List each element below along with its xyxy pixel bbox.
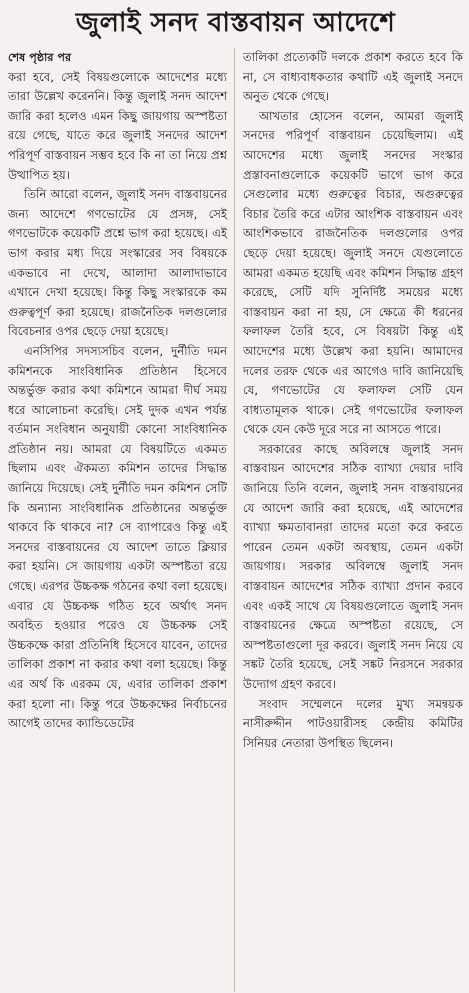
- right-column: [234, 48, 463, 992]
- headline: জুলাই সনদ বাস্তবায়ন আদেশে: [75, 8, 396, 38]
- paragraph: তালিকা প্রত্যেকটি দলকে প্রকাশ করতে হবে কি না, সে বাধ্যবাধকতার কথাটি এই জুলাই সনদে অনুত থেকে গেছে।: [243, 50, 463, 104]
- paragraph: সংবাদ সম্মেলনে দলের মুখ্য সমন্বয়ক নাসীরুদ্দীন পাটওয়ারীসহ কেন্দ্রীয় কমিটির সিনিয়র নেতারা উপস্থিত ছিলেন।: [243, 696, 463, 750]
- left-column: [8, 48, 234, 992]
- article-columns: [8, 48, 463, 992]
- paragraph: আখতার হোসেন বলেন, আমরা জুলাই সনদের পরিপূর্ণ বাস্তবায়ন চেয়েছিলাম। এই আদেশের মধ্যে জুলাই সনদের সংস্কার প্রস্তাবনাগুলোকে কয়েকটি ভাগে ভাগ করে সেগুলোর মধ্যে গুরুত্বের বিচার, অগুরুত্বের বিচার তৈরি করে এটার আংশিক বাস্তবায়ন এবং আংশিকভাবে রাজনৈতিক দলগুলোর ওপর ছেড়ে দেয়া হয়েছে। জুলাই সনদে যেগুলোতে আমরা একমত হয়েছি এবং কমিশন সিদ্ধান্ত গ্রহণ করেছে, সেটি যদি সুনির্দিষ্ট সময়ের মধ্যে বাস্তবায়ন করা না হয়, সে ক্ষেত্রে কী ধরনের ফলাফল তৈরি হবে, সে বিষয়টা কিন্তু এই আদেশের মধ্যে উল্লেখ করা হয়নি। আমাদের দলের তরফ থেকে এর আগেও দাবি জানিয়েছি যে, গণভোটের যে ফলাফল সেটি যেন বাধ্যতামূলক থাকে। সেই গণভোটের ফলাফল থেকে যেন কেউ দূরে সরে না আসতে পারে।: [243, 108, 463, 437]
- paragraph: তিনি আরো বলেন, জুলাই সনদ বাস্তবায়নের জন্য আদেশে গণভোটের যে প্রসঙ্গ, সেই গণভোটকে কয়েকটি প্রশ্নে ভাগ করা হয়েছে। এই ভাগ করার মধ্য দিয়ে সংস্কারের সব বিষয়কে একভাবে না দেখে, আলাদা আলাদাভাবে এখানে দেখা হয়েছে। কিন্তু কিছু সংস্কারকে কম গুরুত্বপূর্ণ করা হয়েছে। রাজনৈতিক দলগুলোর বিবেচনার ওপর ছেড়ে দেয়া হয়েছে।: [8, 187, 227, 339]
- paragraph: করা হবে, সেই বিষয়গুলোকে আদেশের মধ্যে তারা উল্লেখ করেননি। কিন্তু জুলাই সনদ আদেশ জারি করা হলেও এমন কিছু জায়গায় অস্পষ্টতা রয়ে গেছে, যাতে করে জুলাই সনদের আদেশ পরিপূর্ণ বাস্তবায়ন সম্ভব হবে কি না তা নিয়ে প্রশ্ন উত্থাপিত হয়।: [8, 69, 227, 182]
- paragraph: এনসিপির সদস্যসচিব বলেন, দুর্নীতি দমন কমিশনকে সাংবিধানিক প্রতিষ্ঠান হিসেবে অন্তর্ভুক্ত করার কথা কমিশনে আমরা দীর্ঘ সময় ধরে আলোচনা করেছি। সেই দুদক এখন পর্যন্ত বর্তমান সংবিধান অনুযায়ী কোনো সাংবিধানিক প্রতিষ্ঠান নয়। আমরা যে বিষয়টিতে একমত ছিলাম এবং ঐকমত্য কমিশন তাদের সিদ্ধান্ত জানিয়ে দিয়েছে। সেই দুর্নীতি দমন কমিশন সেটি কি অন্যান্য সাংবিধানিক প্রতিষ্ঠানের অন্তর্ভুক্ত থাকবে কি থাকবে না? সে ব্যাপারেও কিন্তু এই সনদের বাস্তবায়নের যে আদেশ তাতে ক্লিয়ার করা হয়নি। সে জায়গায় একটা অস্পষ্টতা রয়ে গেছে। এরপর উচ্চকক্ষ গঠনের কথা বলা হয়েছে। এবার যে উচ্চকক্ষ গঠিত হবে অর্থাৎ সনদ অবহিত হওয়ার পরেও যে উচ্চকক্ষ সেই উচ্চকক্ষে কারা প্রতিনিধি হিসেবে যাবেন, তাদের তালিকা প্রকাশ না করার কথা বলা হয়েছে। কিন্তু এর অর্থ কি এরকম যে, এবার তালিকা প্রকাশ করা হলো না। কিন্তু পরে উচ্চকক্ষের নির্বাচনের আগেই তাদের ক্যান্ডিডেটের: [8, 343, 227, 731]
- continued-label: শেষ পৃষ্ঠার পর: [8, 51, 72, 64]
- paragraph: সরকারের কাছে অবিলম্বে জুলাই সনদ বাস্তবায়ন আদেশের সঠিক ব্যাখ্যা দেয়ার দাবি জানিয়ে তিনি বলেন, জুলাই সনদ বাস্তবায়নের যে আদেশ জারি করা হয়েছে, এই আদেশের ব্যাখ্যা ক্ষমতাবানরা তাদের মতো করে করতে পারেন তেমন একটা অবস্থায়, তেমন একটা জায়গায়। সরকার অবিলম্বে জুলাই সনদ বাস্তবায়ন আদেশের সঠিক ব্যাখ্যা প্রদান করবে এবং একই সাথে যে বিষয়গুলোতে জুলাই সনদ বাস্তবায়নের ক্ষেত্রে অস্পষ্টতা রয়েছে, সে অস্পষ্টতাগুলো দূর করবে। জুলাই সনদ নিয়ে যে সঙ্কট তৈরি হয়েছে, সেই সঙ্কট নিরসনে সরকার উদ্যোগ গ্রহণ করবে।: [243, 441, 463, 691]
- continued-label-line: [8, 48, 227, 68]
